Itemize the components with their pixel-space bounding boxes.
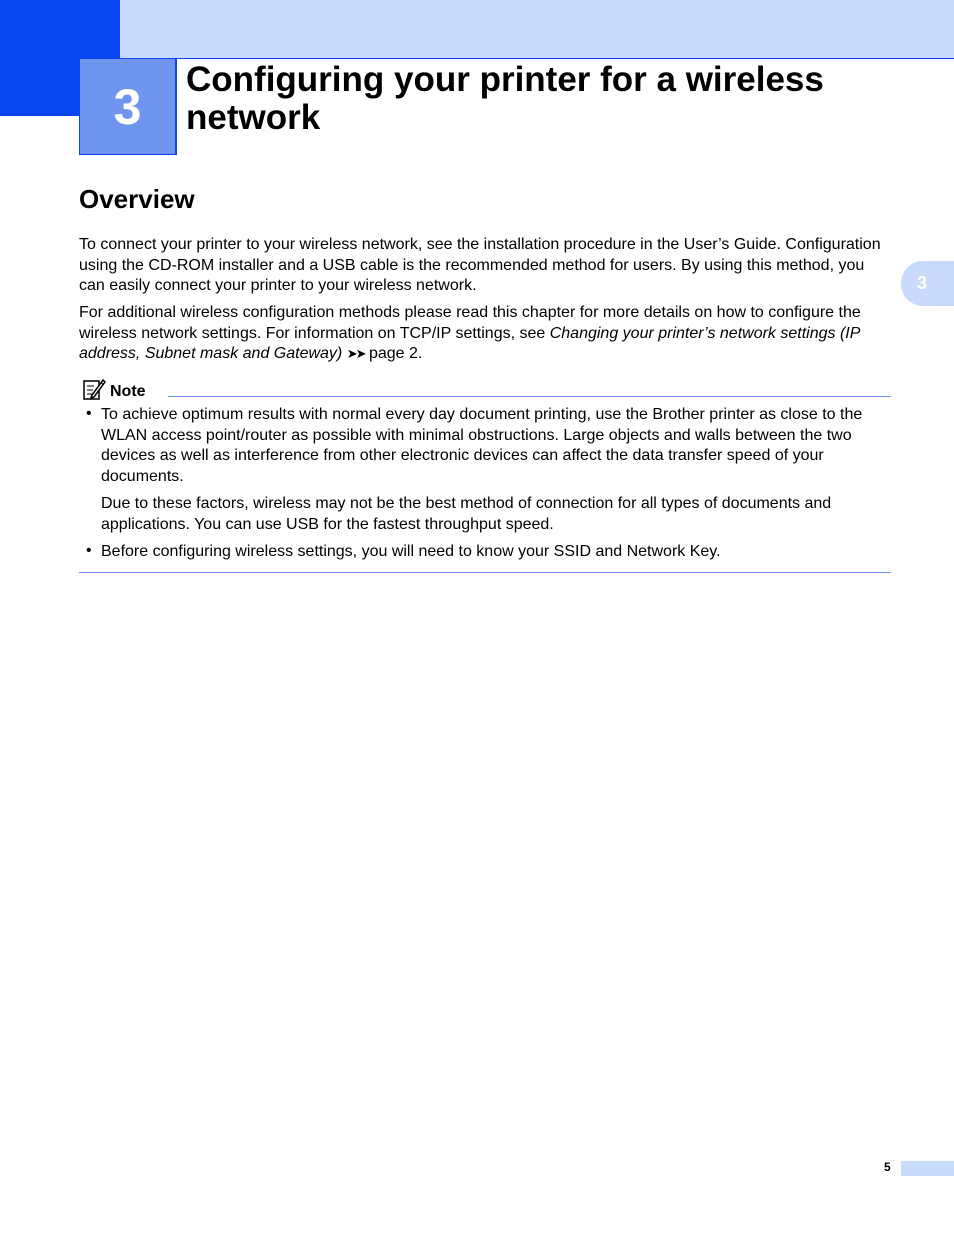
note-end-divider	[79, 572, 891, 573]
chapter-title: Configuring your printer for a wireless network	[186, 60, 824, 137]
cross-reference-link[interactable]: Changing your printer’s network settings (IP address, Subnet mask and Gateway)	[79, 324, 860, 362]
chapter-side-tab[interactable]: 3	[901, 261, 954, 306]
overview-paragraph-2	[79, 303, 891, 365]
note-divider	[168, 396, 891, 397]
bullet-icon: •	[86, 542, 92, 559]
paragraph-text: For additional wireless configuration methods please read this chapter for more details on how to configure the wireless network settings. For information on TCP/IP settings, see	[79, 304, 861, 342]
note-item-1-continued: Due to these factors, wireless may not be the best method of connection for all types of documents and applications. You can use USB for the fastest throughput speed.	[101, 495, 832, 533]
overview-paragraph-1: To connect your printer to your wireless network, see the installation procedure in the User’s Guide. Configuration using the CD-ROM installer and a USB cable is the recommended method for users. By using this method, you can easily connect your printer to your wireless network.	[79, 236, 881, 294]
section-title: Overview	[79, 184, 195, 214]
note-item-1: To achieve optimum results with normal every day document printing, use the Brother printer as close to the WLAN access point/router as possible with minimal obstructions. Large objects and walls between the two devices as well as interference from other electronic devices can affect the data transfer speed of your documents.	[101, 406, 863, 485]
footer-bar	[901, 1161, 954, 1176]
chapter-box-divider	[176, 58, 177, 155]
note-pencil-icon	[82, 377, 106, 401]
note-label: Note	[110, 383, 146, 400]
page-reference: page 2.	[364, 345, 423, 362]
header-band	[120, 0, 954, 59]
bullet-icon: •	[86, 405, 92, 422]
page-number: 5	[884, 1160, 891, 1174]
chapter-number-box: 3	[79, 58, 176, 155]
double-arrow-icon: ➤➤	[346, 346, 365, 361]
note-item-2: Before configuring wireless settings, you will need to know your SSID and Network Key.	[101, 543, 721, 560]
